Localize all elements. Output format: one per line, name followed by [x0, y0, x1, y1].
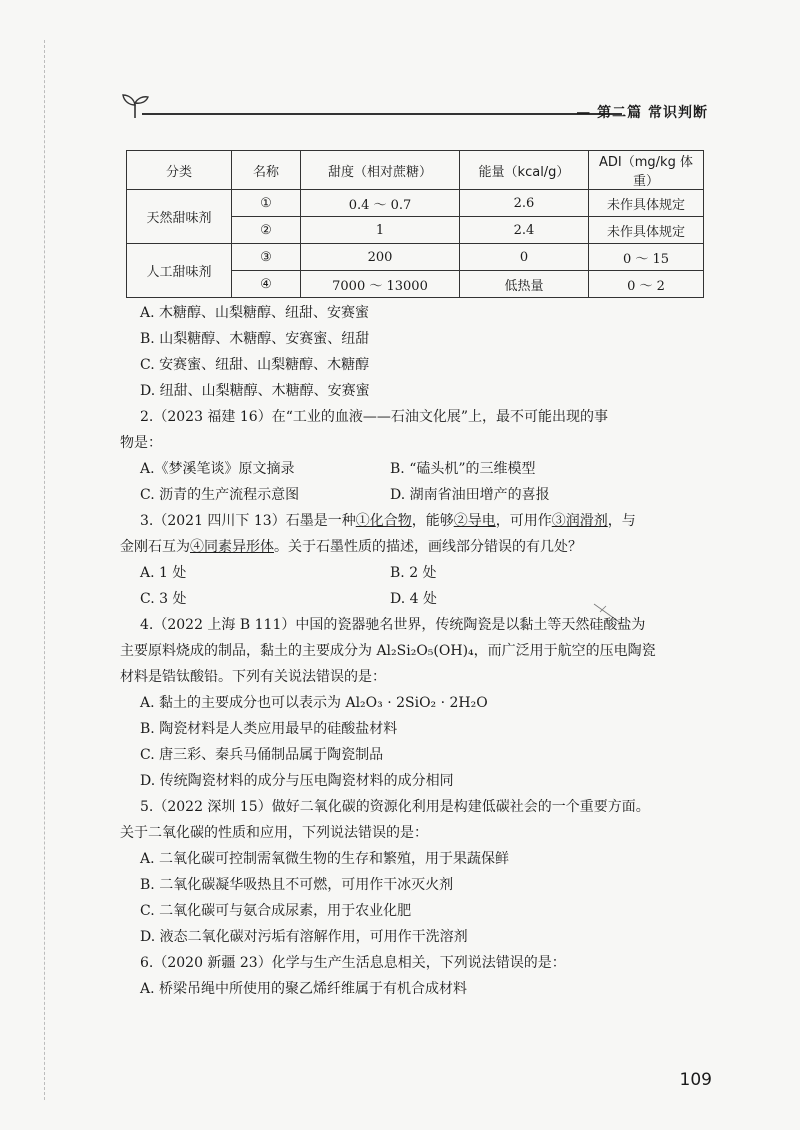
table-row — [127, 190, 704, 217]
q1-option: A. 木糖醇、山梨糖醇、纽甜、安赛蜜 — [140, 305, 370, 321]
q3-text: 3.（2021 四川下 13）石墨是一种 — [140, 513, 356, 529]
group-cell: 天然甜味剂 — [127, 190, 232, 244]
q3-text: ，能够 — [411, 513, 454, 529]
q3-stem-cont — [120, 534, 710, 560]
q2-options-row — [140, 482, 710, 508]
q4-option: B. 陶瓷材料是人类应用最早的硅酸盐材料 — [140, 721, 398, 737]
energy-cell: 低热量 — [460, 271, 589, 298]
q3-stem — [140, 508, 710, 534]
q3-option: A. 1 处 — [140, 565, 187, 581]
adi-cell: 未作具体规定 — [589, 190, 704, 217]
q5-option: C. 二氧化碳可与氨合成尿素，用于农业化肥 — [140, 903, 412, 919]
q5-option: D. 液态二氧化碳对污垢有溶解作用，可用作干洗溶剂 — [140, 929, 468, 945]
sweetness-cell: 1 — [301, 217, 460, 244]
q6-option: A. 桥梁吊绳中所使用的聚乙烯纤维属于有机合成材料 — [140, 981, 468, 997]
header-rule — [142, 113, 622, 115]
q3-underline-1: ①化合物 — [355, 513, 412, 529]
q5-stem-cont: 关于二氧化碳的性质和应用，下列说法错误的是： — [120, 825, 428, 841]
table-header-cell: ADI（mg/kg 体重） — [589, 151, 704, 190]
q2-option: D. 湖南省油田增产的喜报 — [390, 487, 550, 503]
q3-underline-3: ③润滑剂 — [551, 513, 608, 529]
q2-stem: 2.（2023 福建 16）在“工业的血液——石油文化展”上，最不可能出现的事 — [140, 409, 609, 425]
question-text — [120, 300, 710, 1002]
sweetness-cell: 7000 ～ 13000 — [301, 271, 460, 298]
q4-option: C. 唐三彩、秦兵马俑制品属于陶瓷制品 — [140, 747, 384, 763]
q1-option: C. 安赛蜜、纽甜、山梨糖醇、木糖醇 — [140, 357, 370, 373]
q5-option: B. 二氧化碳凝华吸热且不可燃，可用作干冰灭火剂 — [140, 877, 454, 893]
table-header-cell: 分类 — [127, 151, 232, 190]
q2-options-row — [140, 456, 710, 482]
page-number: 109 — [679, 1070, 712, 1090]
q3-text: ，与 — [607, 513, 636, 529]
sweetener-table — [126, 150, 704, 298]
sweetness-cell: 0.4 ～ 0.7 — [301, 190, 460, 217]
binding-dashed-line — [44, 40, 45, 1100]
q2-stem-cont: 物是： — [120, 435, 162, 451]
q5-stem: 5.（2022 深圳 15）做好二氧化碳的资源化利用是构建低碳社会的一个重要方面。 — [140, 799, 650, 815]
energy-cell: 0 — [460, 244, 589, 271]
table-header-cell: 甜度（相对蔗糖） — [301, 151, 460, 190]
adi-cell: 未作具体规定 — [589, 217, 704, 244]
q4-option: A. 黏土的主要成分也可以表示为 Al₂O₃ · 2SiO₂ · 2H₂O — [140, 695, 488, 711]
group-cell: 人工甜味剂 — [127, 244, 232, 298]
q3-text: 金刚石互为 — [120, 539, 190, 555]
q3-underline-2: ②导电 — [453, 513, 496, 529]
q4-stem: 4.（2022 上海 B 111）中国的瓷器驰名世界，传统陶瓷是以黏土等天然硅酸盐为 — [140, 617, 646, 633]
table-header-row — [127, 151, 704, 190]
q6-stem: 6.（2020 新疆 23）化学与生产生活息息相关，下列说法错误的是： — [140, 955, 566, 971]
section-title: — 第二篇 常识判断 — [576, 105, 708, 121]
q3-option: B. 2 处 — [390, 565, 437, 581]
name-cell: ④ — [232, 271, 301, 298]
energy-cell: 2.6 — [460, 190, 589, 217]
sweetness-cell: 200 — [301, 244, 460, 271]
q2-option: B. “磕头机”的三维模型 — [390, 461, 536, 477]
table-row — [127, 244, 704, 271]
q3-options-row — [140, 560, 710, 586]
q4-stem-cont: 材料是锆钛酸铅。下列有关说法错误的是： — [120, 669, 386, 685]
adi-cell: 0 ～ 2 — [589, 271, 704, 298]
adi-cell: 0 ～ 15 — [589, 244, 704, 271]
table-header-cell: 名称 — [232, 151, 301, 190]
q3-options-row — [140, 586, 710, 612]
sprout-icon — [118, 88, 152, 122]
q3-text: 。关于石墨性质的描述，画线部分错误的有几处？ — [274, 539, 582, 555]
q3-text: ，可用作 — [495, 513, 552, 529]
page-header — [118, 88, 708, 128]
name-cell: ① — [232, 190, 301, 217]
q3-option: C. 3 处 — [140, 591, 187, 607]
name-cell: ② — [232, 217, 301, 244]
name-cell: ③ — [232, 244, 301, 271]
q3-underline-4: ④同素异形体 — [190, 539, 274, 555]
q3-option: D. 4 处 — [390, 591, 437, 607]
q1-option: D. 纽甜、山梨糖醇、木糖醇、安赛蜜 — [140, 383, 370, 399]
energy-cell: 2.4 — [460, 217, 589, 244]
q4-option: D. 传统陶瓷材料的成分与压电陶瓷材料的成分相同 — [140, 773, 454, 789]
q5-option: A. 二氧化碳可控制需氧微生物的生存和繁殖，用于果蔬保鲜 — [140, 851, 510, 867]
q4-stem-cont: 主要原料烧成的制品，黏土的主要成分为 Al₂Si₂O₅(OH)₄，而广泛用于航空的压电陶瓷 — [120, 643, 656, 659]
q2-option: C. 沥青的生产流程示意图 — [140, 487, 300, 503]
q2-option: A.《梦溪笔谈》原文摘录 — [140, 461, 295, 477]
table-header-cell: 能量（kcal/g） — [460, 151, 589, 190]
q1-option: B. 山梨糖醇、木糖醇、安赛蜜、纽甜 — [140, 331, 370, 347]
